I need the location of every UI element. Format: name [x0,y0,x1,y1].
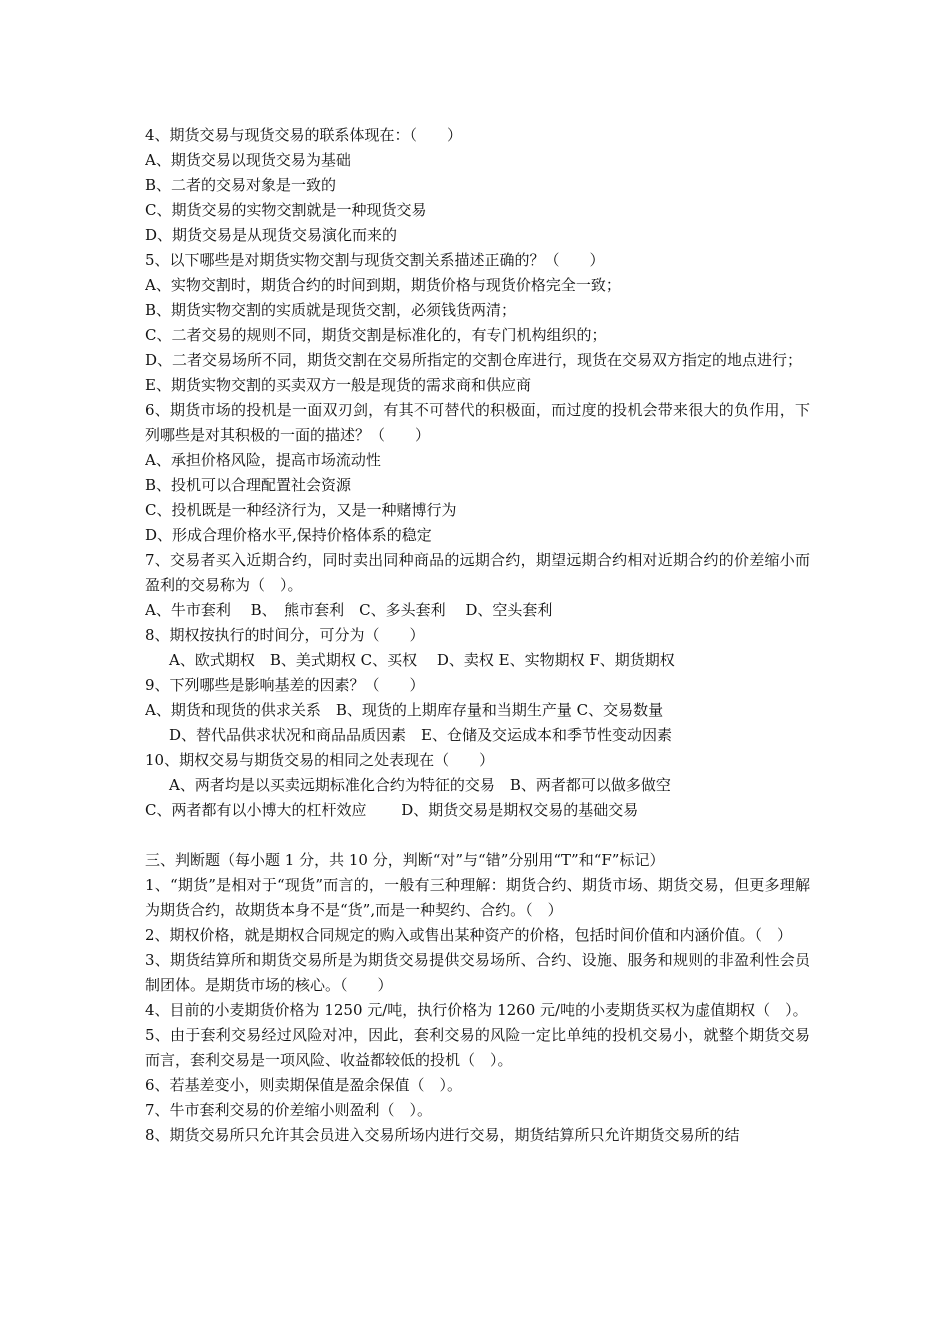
judgement-item-1: 1、“期货”是相对于“现货”而言的，一般有三种理解：期货合约、期货市场、期货交易，但更多理解为期货合约，故期货本身不是“货”,而是一种契约、合约。（ ） [145,876,810,919]
question-8: 8、期权按执行的时间分，可分为（ ） [145,626,425,644]
judgement-item-4: 4、目前的小麦期货价格为 1250 元/吨，执行价格为 1260 元/吨的小麦期货买权为虚值期权（ ）。 [145,1001,808,1019]
question-10: 10、期权交易与期货交易的相同之处表现在（ ） [145,751,495,769]
question-5-option-d: D、二者交易场所不同，期货交割在交易所指定的交割仓库进行，现货在交易双方指定的地点进行； [145,351,803,369]
judgement-item-2: 2、期权价格，就是期权合同规定的购入或售出某种资产的价格，包括时间价值和内涵价值。（ ） [145,926,793,944]
question-5-option-e: E、期货实物交割的买卖双方一般是现货的需求商和供应商 [145,376,531,394]
question-4-option-a: A、期货交易以现货交易为基础 [145,151,351,169]
judgement-item-3: 3、期货结算所和期货交易所是为期货交易提供交易场所、合约、设施、服务和规则的非盈利性会员制团体。是期货市场的核心。（ ） [145,951,810,994]
section-spacer [145,823,810,848]
judgement-item-6: 6、若基差变小，则卖期保值是盈余保值（ ）。 [145,1076,463,1094]
document-body [145,123,810,1148]
question-5-option-b: B、期货实物交割的实质就是现货交割，必须钱货两清； [145,301,517,319]
judgement-item-7: 7、牛市套利交易的价差缩小则盈利（ ）。 [145,1101,433,1119]
question-4-option-d: D、期货交易是从现货交易演化而来的 [145,226,398,244]
question-6-option-a: A、承担价格风险，提高市场流动性 [145,451,381,469]
question-10-options-line-1: A、两者均是以买卖远期标准化合约为特征的交易 B、两者都可以做多做空 [169,776,671,794]
question-9-options-line-2: D、替代品供求状况和商品品质因素 E、仓储及交运成本和季节性变动因素 [169,726,672,744]
question-5-option-c: C、二者交易的规则不同，期货交割是标准化的，有专门机构组织的； [145,326,607,344]
question-9: 9、下列哪些是影响基差的因素？（ ） [145,676,425,694]
question-6-option-c: C、投机既是一种经济行为，又是一种赌博行为 [145,501,457,519]
section-3-heading: 三、判断题（每小题 1 分，共 10 分，判断“对”与“错”分别用“T”和“F”标记） [145,851,665,869]
question-4-option-b: B、二者的交易对象是一致的 [145,176,337,194]
question-6: 6、期货市场的投机是一面双刃剑，有其不可替代的积极面，而过度的投机会带来很大的负作用，下列哪些是对其积极的一面的描述？（ ） [145,401,810,444]
question-4-option-c: C、期货交易的实物交割就是一种现货交易 [145,201,427,219]
judgement-item-5: 5、由于套利交易经过风险对冲，因此，套利交易的风险一定比单纯的投机交易小，就整个期货交易而言，套利交易是一项风险、收益都较低的投机（ ）。 [145,1026,810,1069]
judgement-item-8: 8、期货交易所只允许其会员进入交易所场内进行交易，期货结算所只允许期货交易所的结 [145,1126,740,1144]
question-7: 7、交易者买入近期合约，同时卖出同种商品的远期合约，期望远期合约相对近期合约的价差缩小而盈利的交易称为（ ）。 [145,551,810,594]
question-5: 5、以下哪些是对期货实物交割与现货交割关系描述正确的？（ ） [145,251,605,269]
question-7-options: A、牛市套利 B、 熊市套利 C、多头套利 D、空头套利 [145,601,553,619]
question-4: 4、期货交易与现货交易的联系体现在：（ ） [145,126,463,144]
question-6-option-b: B、投机可以合理配置社会资源 [145,476,352,494]
question-10-options-line-2: C、两者都有以小博大的杠杆效应 D、期货交易是期权交易的基础交易 [145,801,639,819]
question-9-options-line-1: A、期货和现货的供求关系 B、现货的上期库存量和当期生产量 C、交易数量 [145,701,664,719]
question-8-options: A、欧式期权 B、美式期权 C、买权 D、卖权 E、实物期权 F、期货期权 [169,651,675,669]
question-6-option-d: D、形成合理价格水平,保持价格体系的稳定 [145,526,432,544]
question-5-option-a: A、实物交割时，期货合约的时间到期，期货价格与现货价格完全一致； [145,276,621,294]
